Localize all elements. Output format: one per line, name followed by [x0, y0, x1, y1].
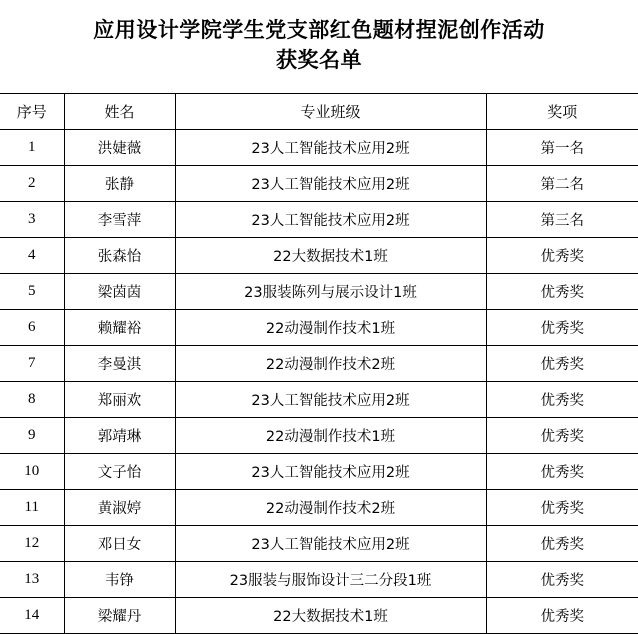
document-title: 应用设计学院学生党支部红色题材捏泥创作活动: [93, 18, 545, 42]
cell-name: 梁耀丹: [64, 598, 175, 634]
cell-award: 优秀奖: [486, 562, 638, 598]
header-name: 姓名: [64, 94, 175, 130]
cell-award: 优秀奖: [486, 526, 638, 562]
table-row: [0, 202, 638, 238]
cell-name: 李雪萍: [64, 202, 175, 238]
cell-award: 优秀奖: [486, 382, 638, 418]
cell-award: 优秀奖: [486, 454, 638, 490]
table-row: [0, 562, 638, 598]
cell-name: 韦铮: [64, 562, 175, 598]
header-award: 奖项: [486, 94, 638, 130]
table-row: [0, 598, 638, 634]
table-row: [0, 274, 638, 310]
cell-name: 李曼淇: [64, 346, 175, 382]
cell-class: 23人工智能技术应用2班: [175, 166, 486, 202]
cell-name: 梁茵茵: [64, 274, 175, 310]
cell-award: 优秀奖: [486, 346, 638, 382]
cell-name: 郭靖琳: [64, 418, 175, 454]
cell-class: 23人工智能技术应用2班: [175, 202, 486, 238]
table-row: [0, 346, 638, 382]
table-row: [0, 418, 638, 454]
cell-seq: 11: [0, 490, 64, 526]
cell-seq: 2: [0, 166, 64, 202]
cell-class: 23人工智能技术应用2班: [175, 454, 486, 490]
table-row: [0, 310, 638, 346]
cell-seq: 13: [0, 562, 64, 598]
cell-award: 优秀奖: [486, 274, 638, 310]
cell-name: 张静: [64, 166, 175, 202]
cell-seq: 12: [0, 526, 64, 562]
cell-name: 张森怡: [64, 238, 175, 274]
cell-class: 22大数据技术1班: [175, 238, 486, 274]
cell-seq: 5: [0, 274, 64, 310]
cell-class: 23人工智能技术应用2班: [175, 382, 486, 418]
cell-seq: 3: [0, 202, 64, 238]
cell-class: 23服装陈列与展示设计1班: [175, 274, 486, 310]
cell-seq: 14: [0, 598, 64, 634]
cell-class: 23服装与服饰设计三二分段1班: [175, 562, 486, 598]
cell-name: 郑丽欢: [64, 382, 175, 418]
document-subtitle: 获奖名单: [276, 48, 362, 72]
cell-award: 优秀奖: [486, 490, 638, 526]
cell-class: 22大数据技术1班: [175, 598, 486, 634]
cell-name: 文子怡: [64, 454, 175, 490]
cell-award: 优秀奖: [486, 598, 638, 634]
table-row: [0, 238, 638, 274]
cell-class: 22动漫制作技术2班: [175, 490, 486, 526]
cell-award: 第三名: [486, 202, 638, 238]
table-row: [0, 454, 638, 490]
cell-class: 22动漫制作技术2班: [175, 346, 486, 382]
cell-award: 优秀奖: [486, 310, 638, 346]
cell-name: 黄淑婷: [64, 490, 175, 526]
cell-seq: 1: [0, 130, 64, 166]
table-row: [0, 166, 638, 202]
cell-seq: 9: [0, 418, 64, 454]
cell-seq: 7: [0, 346, 64, 382]
cell-seq: 8: [0, 382, 64, 418]
cell-class: 23人工智能技术应用2班: [175, 526, 486, 562]
award-table: [0, 93, 638, 634]
header-seq: 序号: [0, 94, 64, 130]
cell-class: 23人工智能技术应用2班: [175, 130, 486, 166]
table-row: [0, 526, 638, 562]
cell-name: 赖耀裕: [64, 310, 175, 346]
cell-class: 22动漫制作技术1班: [175, 418, 486, 454]
table-header-row: [0, 94, 638, 130]
cell-name: 邓日女: [64, 526, 175, 562]
cell-seq: 10: [0, 454, 64, 490]
cell-award: 优秀奖: [486, 238, 638, 274]
cell-award: 优秀奖: [486, 418, 638, 454]
cell-class: 22动漫制作技术1班: [175, 310, 486, 346]
cell-name: 洪婕薇: [64, 130, 175, 166]
cell-seq: 6: [0, 310, 64, 346]
table-row: [0, 490, 638, 526]
cell-award: 第二名: [486, 166, 638, 202]
cell-seq: 4: [0, 238, 64, 274]
table-row: [0, 130, 638, 166]
table-row: [0, 382, 638, 418]
header-class: 专业班级: [175, 94, 486, 130]
cell-award: 第一名: [486, 130, 638, 166]
